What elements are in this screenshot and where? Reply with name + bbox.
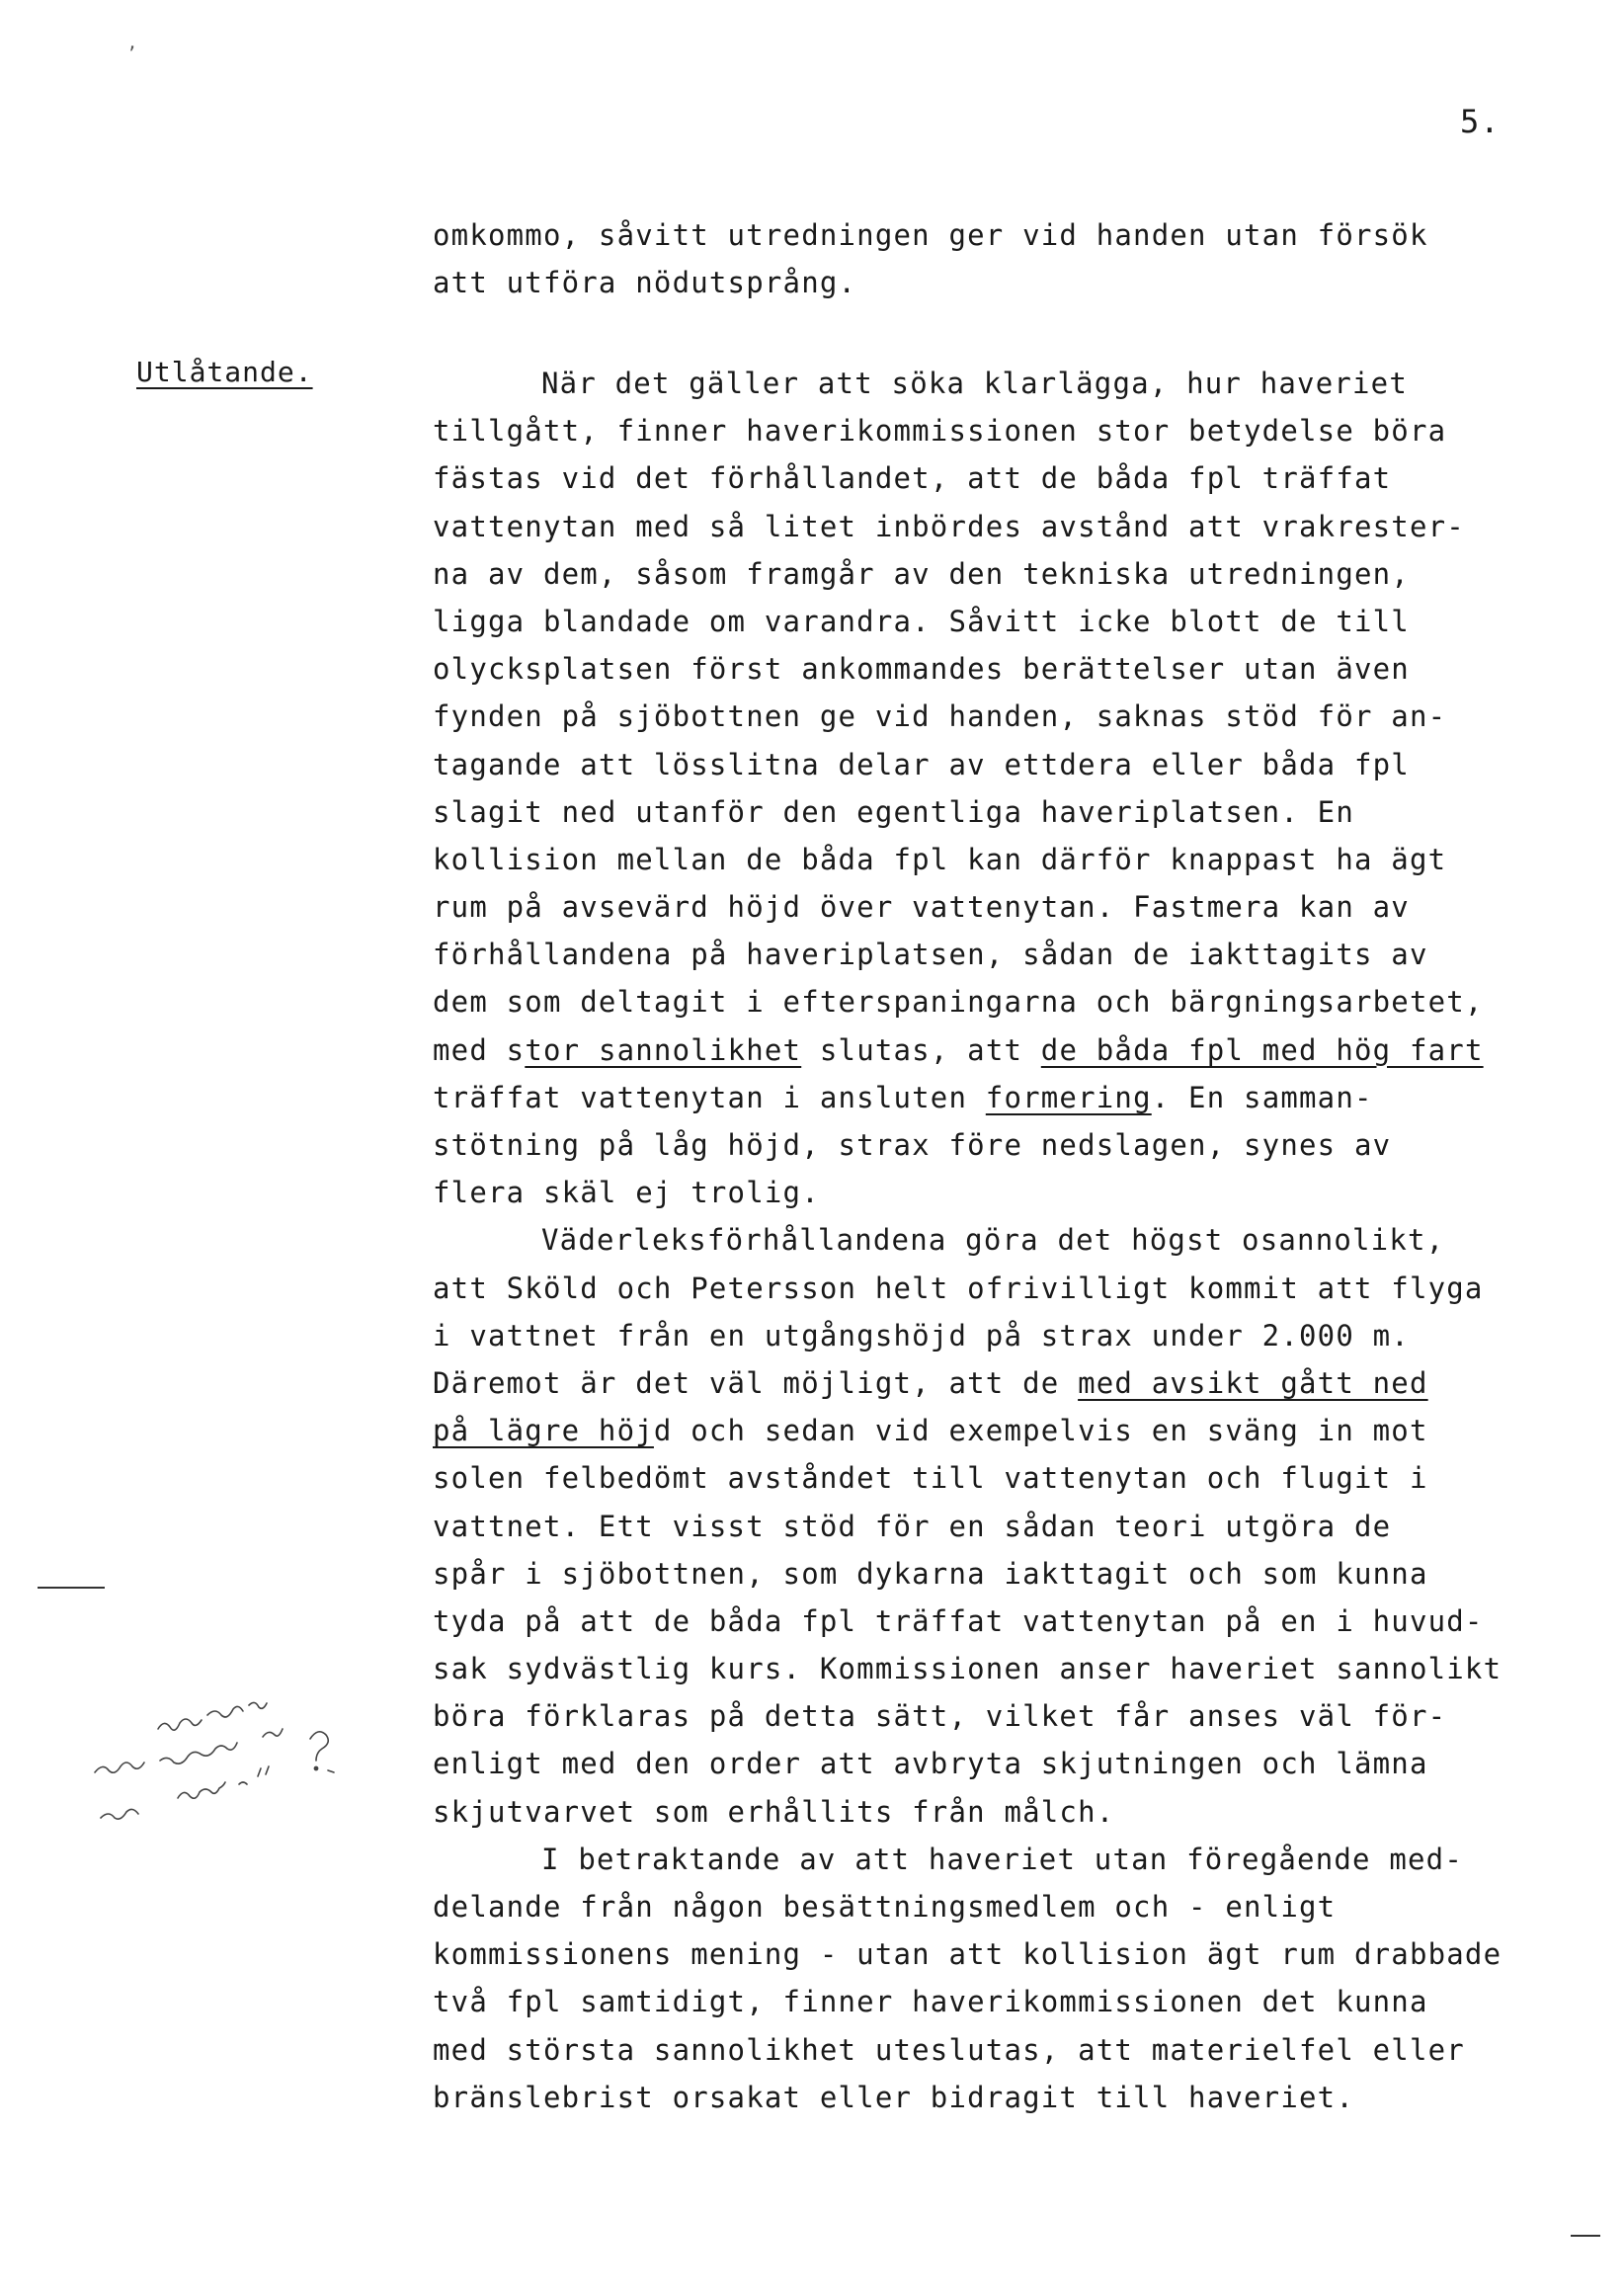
underlined-segment: på lägre höj	[433, 1414, 654, 1448]
text-line: böra förklaras på detta sätt, vilket får anses väl för-	[433, 1699, 1447, 1734]
text-line: tyda på att de båda fpl träffat vattenytan på en i huvud-	[433, 1603, 1484, 1638]
intro-paragraph	[433, 211, 1549, 306]
text-line: kommissionens mening - utan att kollision ägt rum drabbade	[433, 1937, 1502, 1972]
text-line: stötning på låg höjd, strax före nedslagen, synes av	[433, 1128, 1392, 1162]
page-number: 5.	[1460, 103, 1501, 140]
main-text	[433, 360, 1549, 2121]
text-segment: slutas, att	[801, 1032, 1041, 1067]
corner-rule	[1571, 2235, 1600, 2237]
underlined-segment: med avsikt gått ned	[1078, 1365, 1428, 1400]
text-line	[433, 1074, 1549, 1121]
text-segment: . En samman-	[1151, 1080, 1373, 1114]
text-line: att utföra nödutsprång.	[433, 266, 857, 300]
text-segment: med s	[433, 1032, 526, 1067]
stray-mark: ʼ	[126, 43, 137, 64]
text-line: skjutvarvet som erhållits från målch.	[433, 1794, 1115, 1829]
text-line: I betraktande av att haveriet utan föregående med-	[541, 1842, 1463, 1876]
underlined-segment: de båda fpl med hög fart	[1040, 1032, 1484, 1067]
text-segment: d och sedan vid exempelvis en sväng in mot	[653, 1414, 1428, 1448]
text-line: tillgått, finner haverikommissionen stor betydelse böra	[433, 414, 1447, 449]
text-line: med största sannolikhet uteslutas, att materielfel eller	[433, 2032, 1465, 2067]
text-line: dem som deltagit i efterspaningarna och bärgningsarbetet,	[433, 985, 1484, 1020]
text-line: förhållandena på haveriplatsen, sådan de iakttagits av	[433, 938, 1428, 972]
text-line: flera skäl ej trolig.	[433, 1176, 820, 1210]
underlined-segment: formering	[985, 1080, 1152, 1114]
text-line: att Sköld och Petersson helt ofrivilligt kommit att flyga	[433, 1271, 1484, 1305]
text-line: na av dem, såsom framgår av den tekniska utredningen,	[433, 556, 1410, 591]
text-line: Väderleksförhållandena göra det högst osannolikt,	[541, 1223, 1445, 1258]
text-line: två fpl samtidigt, finner haverikommissionen det kunna	[433, 1985, 1428, 2019]
text-line: fynden på sjöbottnen ge vid handen, saknas stöd för an-	[433, 699, 1447, 734]
text-line: När det gäller att söka klarlägga, hur haveriet	[541, 367, 1408, 400]
text-line: rum på avsevärd höjd över vattenytan. Fastmera kan av	[433, 890, 1410, 925]
text-line: sak sydvästlig kurs. Kommissionen anser haveriet sannolikt	[433, 1652, 1502, 1686]
margin-rule	[38, 1587, 105, 1589]
text-line: omkommo, såvitt utredningen ger vid handen utan försök	[433, 218, 1428, 252]
text-segment: träffat vattenytan i ansluten	[433, 1080, 986, 1114]
text-line: vattnet. Ett visst stöd för en sådan teori utgöra de	[433, 1509, 1392, 1543]
text-line: i vattnet från en utgångshöjd på strax under 2.000 m.	[433, 1318, 1410, 1353]
text-line: olycksplatsen först ankommandes berättelser utan även	[433, 652, 1410, 687]
text-line	[433, 1407, 1549, 1454]
text-segment: Däremot är det väl möjligt, att de	[433, 1365, 1079, 1400]
text-line: fästas vid det förhållandet, att de båda fpl träffat	[433, 461, 1392, 496]
margin-heading: Utlåtande.	[136, 356, 313, 388]
text-line: spår i sjöbottnen, som dykarna iakttagit och som kunna	[433, 1556, 1428, 1591]
handwritten-margin-note	[81, 1670, 397, 1857]
text-line	[433, 1026, 1549, 1074]
text-line: solen felbedömt avståndet till vattenytan och flugit i	[433, 1461, 1428, 1496]
text-line: kollision mellan de båda fpl kan därför knappast ha ägt	[433, 842, 1447, 876]
text-line: ligga blandade om varandra. Såvitt icke blott de till	[433, 604, 1410, 638]
text-line: delande från någon besättningsmedlem och - enligt	[433, 1890, 1337, 1924]
underlined-segment: tor sannolikhet	[525, 1032, 802, 1067]
text-line: vattenytan med så litet inbördes avstånd att vrakrester-	[433, 509, 1465, 543]
text-line	[433, 1359, 1549, 1407]
text-line: tagande att lösslitna delar av ettdera eller båda fpl	[433, 747, 1410, 781]
text-line: slagit ned utanför den egentliga haveriplatsen. En	[433, 794, 1354, 829]
text-line: enligt med den order att avbryta skjutningen och lämna	[433, 1747, 1428, 1781]
text-line: bränslebrist orsakat eller bidragit till haveriet.	[433, 2080, 1354, 2114]
